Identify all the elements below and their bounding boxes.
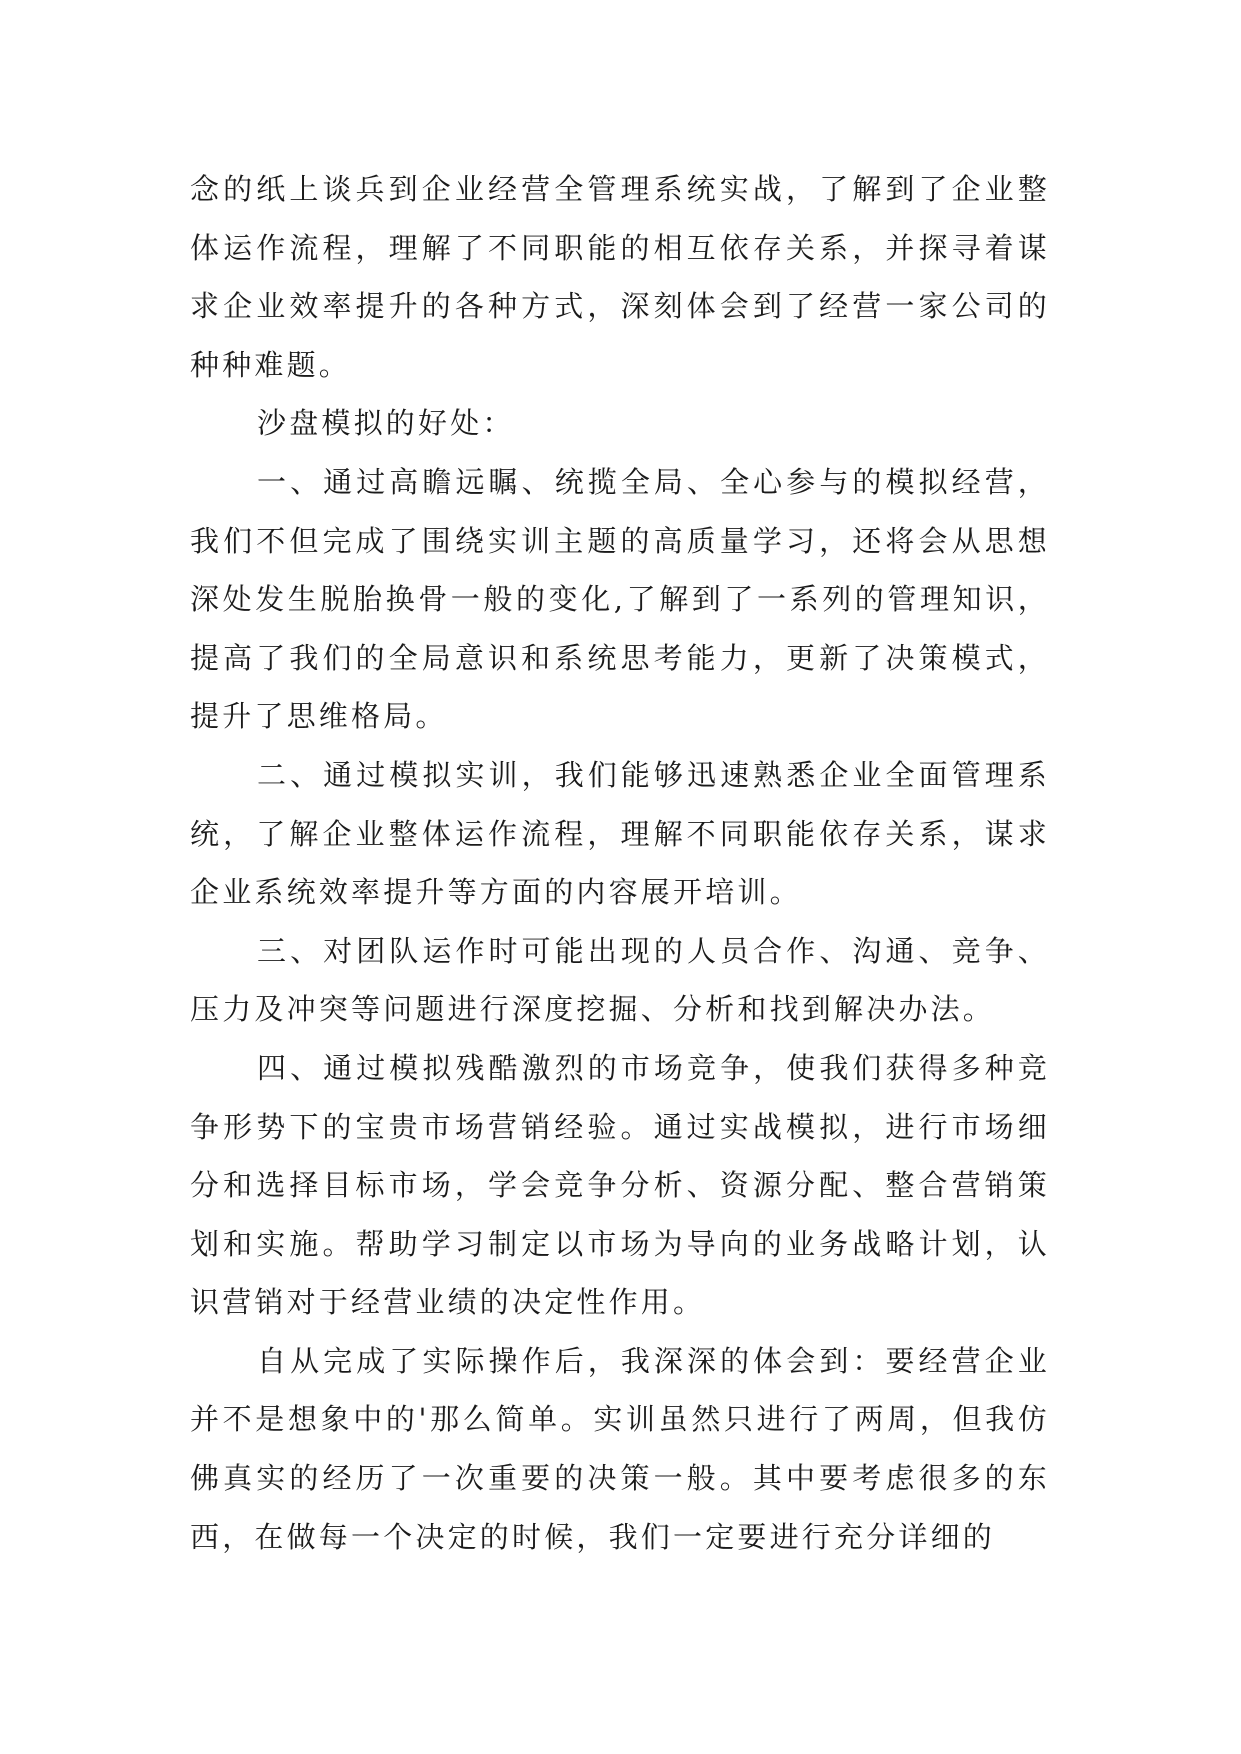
paragraph-benefit-one: 一、通过高瞻远瞩、统揽全局、全心参与的模拟经营，我们不但完成了围绕实训主题的高质量学习，还将会从思想深处发生脱胎换骨一般的变化,了解到了一系列的管理知识，提高了我们的全局意识和系统思考能力，更新了决策模式，提升了思维格局。 <box>190 464 1050 734</box>
paragraph-benefit-four: 四、通过模拟残酷激烈的市场竞争，使我们获得多种竞争形势下的宝贵市场营销经验。通过实战模拟，进行市场细分和选择目标市场，学会竞争分析、资源分配、整合营销策划和实施。帮助学习制定以市场为导向的业务战略计划，认识营销对于经营业绩的决定性作用。 <box>190 1050 1050 1320</box>
document-body <box>190 160 1050 1566</box>
paragraph-benefit-two: 二、通过模拟实训，我们能够迅速熟悉企业全面管理系统，了解企业整体运作流程，理解不同职能依存关系，谋求企业系统效率提升等方面的内容展开培训。 <box>190 757 1050 910</box>
paragraph-benefit-three: 三、对团队运作时可能出现的人员合作、沟通、竞争、压力及冲突等问题进行深度挖掘、分析和找到解决办法。 <box>190 933 1050 1027</box>
paragraph-intro-continued: 念的纸上谈兵到企业经营全管理系统实战，了解到了企业整体运作流程，理解了不同职能的相互依存关系，并探寻着谋求企业效率提升的各种方式，深刻体会到了经营一家公司的种种难题。 <box>190 172 1050 382</box>
paragraph-benefits-heading: 沙盘模拟的好处： <box>257 406 515 441</box>
paragraph-reflection: 自从完成了实际操作后，我深深的体会到：要经营企业并不是想象中的'那么简单。实训虽然只进行了两周，但我仿佛真实的经历了一次重要的决策一般。其中要考虑很多的东西，在做每一个决定的时候，我们一定要进行充分详细的 <box>190 1343 1050 1554</box>
